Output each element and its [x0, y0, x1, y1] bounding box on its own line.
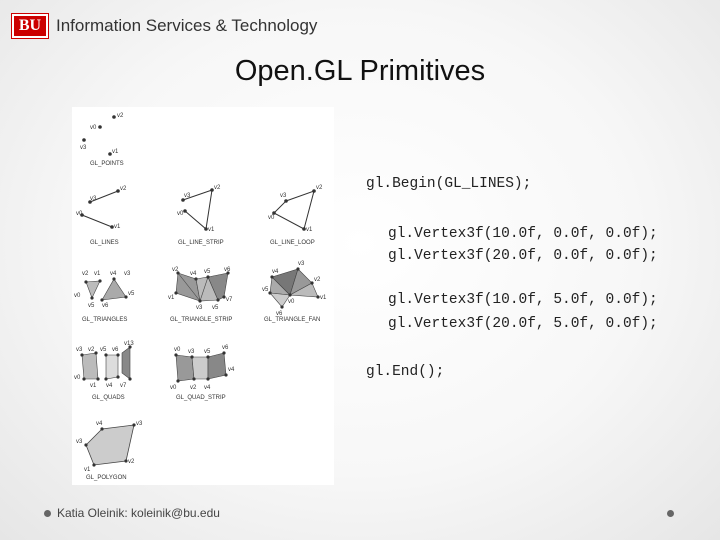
line-loop-diagram — [268, 185, 323, 246]
label-triangle-strip: GL_TRIANGLE_STRIP — [170, 317, 233, 323]
svg-text:v4: v4 — [272, 269, 279, 275]
label-polygon: GL_POLYGON — [86, 475, 127, 481]
svg-text:v6: v6 — [224, 267, 231, 273]
footer-bullet-icon — [44, 510, 51, 517]
svg-text:v2: v2 — [316, 185, 323, 191]
svg-text:v1: v1 — [208, 227, 215, 233]
triangle-fan-diagram — [262, 261, 327, 323]
svg-text:v5: v5 — [262, 287, 269, 293]
svg-text:v0: v0 — [174, 347, 181, 353]
svg-text:v4: v4 — [110, 271, 117, 277]
polygon-diagram — [76, 421, 143, 481]
svg-text:v1: v1 — [112, 149, 119, 155]
svg-text:v2: v2 — [314, 277, 321, 283]
svg-text:v1: v1 — [114, 224, 121, 230]
code-end: gl.End(); — [366, 364, 445, 380]
svg-text:v4: v4 — [190, 271, 197, 277]
svg-text:v6: v6 — [276, 311, 283, 317]
label-line-loop: GL_LINE_LOOP — [270, 240, 315, 246]
svg-text:v5: v5 — [100, 347, 107, 353]
label-triangle-fan: GL_TRIANGLE_FAN — [264, 317, 321, 323]
svg-text:v2: v2 — [214, 185, 221, 191]
label-line-strip: GL_LINE_STRIP — [178, 240, 224, 246]
svg-text:v0: v0 — [90, 125, 97, 131]
label-quads: GL_QUADS — [92, 395, 125, 401]
svg-text:v1: v1 — [306, 227, 313, 233]
svg-text:v6: v6 — [112, 347, 119, 353]
svg-text:v3: v3 — [76, 347, 83, 353]
svg-text:v0: v0 — [288, 299, 295, 305]
svg-text:v0: v0 — [177, 211, 184, 217]
lines-diagram — [76, 186, 127, 246]
svg-text:v2: v2 — [88, 347, 95, 353]
svg-text:v5: v5 — [212, 305, 219, 311]
header — [12, 12, 317, 40]
footer-bullet-right-icon — [667, 510, 674, 517]
code-begin: gl.Begin(GL_LINES); — [366, 176, 532, 192]
bu-logo — [12, 14, 48, 38]
logo-text: BU — [18, 17, 42, 34]
svg-text:v4: v4 — [204, 385, 211, 391]
quad-strip-diagram — [170, 345, 235, 401]
footer — [44, 506, 220, 520]
org-name: Information Services & Technology — [56, 16, 318, 35]
svg-text:v2: v2 — [172, 267, 179, 273]
svg-text:v5: v5 — [128, 291, 135, 297]
points-diagram — [80, 113, 124, 167]
svg-text:v1: v1 — [94, 271, 101, 277]
svg-text:v3: v3 — [136, 421, 143, 427]
svg-text:v3: v3 — [196, 305, 203, 311]
label-lines: GL_LINES — [90, 240, 119, 246]
line-strip-diagram — [177, 185, 224, 246]
primitives-figure — [72, 107, 334, 485]
svg-text:v1: v1 — [168, 295, 175, 301]
triangles-diagram — [74, 271, 135, 323]
svg-text:v0: v0 — [170, 385, 177, 391]
svg-text:v3: v3 — [298, 261, 305, 267]
code-vertex-1: gl.Vertex3f(10.0f, 0.0f, 0.0f); — [388, 226, 658, 242]
svg-text:v3: v3 — [184, 193, 191, 199]
svg-text:v5: v5 — [204, 349, 211, 355]
svg-text:v0: v0 — [74, 293, 81, 299]
svg-text:v5: v5 — [88, 303, 95, 309]
code-vertex-4: gl.Vertex3f(20.0f, 5.0f, 0.0f); — [388, 316, 658, 332]
svg-text:v0: v0 — [76, 211, 83, 217]
svg-text:v13: v13 — [124, 341, 134, 347]
svg-text:v6: v6 — [102, 303, 109, 309]
code-vertex-2: gl.Vertex3f(20.0f, 0.0f, 0.0f); — [388, 248, 658, 264]
label-triangles: GL_TRIANGLES — [82, 317, 128, 323]
svg-text:v6: v6 — [222, 345, 229, 351]
code-vertex-3: gl.Vertex3f(10.0f, 5.0f, 0.0f); — [388, 292, 658, 308]
svg-text:v3: v3 — [90, 196, 97, 202]
svg-text:v2: v2 — [117, 113, 124, 119]
label-points: GL_POINTS — [90, 161, 124, 167]
svg-text:v0: v0 — [74, 375, 81, 381]
svg-text:v1: v1 — [90, 383, 97, 389]
label-quad-strip: GL_QUAD_STRIP — [176, 395, 226, 401]
triangle-strip-diagram — [168, 267, 233, 323]
svg-text:v2: v2 — [120, 186, 127, 192]
slide-title: Open.GL Primitives — [234, 55, 486, 87]
svg-text:v1: v1 — [320, 295, 327, 301]
svg-text:v7: v7 — [226, 297, 233, 303]
svg-text:v2: v2 — [190, 385, 197, 391]
svg-text:v0: v0 — [268, 215, 275, 221]
svg-text:v3: v3 — [124, 271, 131, 277]
primitives-diagram — [72, 107, 334, 485]
footer-author: Katia Oleinik: koleinik@bu.edu — [57, 506, 220, 520]
svg-text:v3: v3 — [80, 145, 87, 151]
svg-text:v2: v2 — [128, 459, 135, 465]
svg-text:v3: v3 — [280, 193, 287, 199]
svg-text:v4: v4 — [228, 367, 235, 373]
quads-diagram — [74, 341, 134, 401]
svg-text:v1: v1 — [84, 467, 91, 473]
svg-text:v2: v2 — [82, 271, 89, 277]
svg-text:v4: v4 — [106, 383, 113, 389]
svg-text:v3: v3 — [188, 349, 195, 355]
svg-text:v3: v3 — [76, 439, 83, 445]
svg-text:v7: v7 — [120, 383, 127, 389]
svg-text:v5: v5 — [204, 269, 211, 275]
svg-text:v4: v4 — [96, 421, 103, 427]
